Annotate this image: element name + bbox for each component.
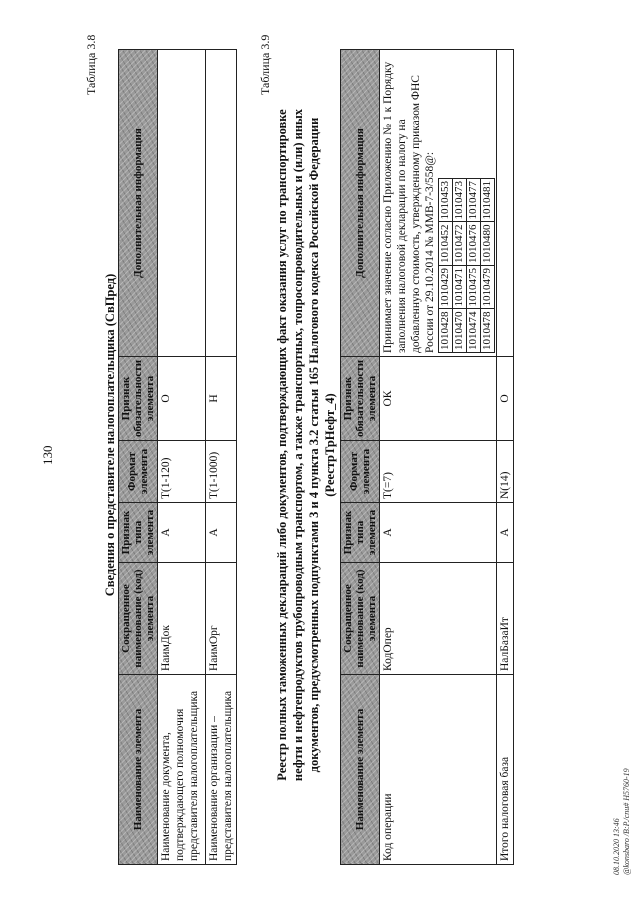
header-cell: Признак типа элемента [341, 503, 380, 563]
code-cell: 1010428 [439, 309, 453, 353]
table-3-8 [118, 49, 237, 865]
table-cell: О [497, 357, 514, 441]
table-cell [206, 50, 237, 357]
table-cell: Н [206, 357, 237, 441]
table-cell: НаимОрг [206, 563, 237, 675]
code-cell: 1010453 [439, 179, 453, 223]
table-cell: Наименование организации – представителя налогоплательщика [206, 675, 237, 865]
header-cell: Признак обязательности элемента [341, 357, 380, 441]
table-cell: N(14) [497, 441, 514, 503]
table-cell: Итого налоговая база [497, 675, 514, 865]
table-cell: О [158, 357, 206, 441]
table-3-9 [340, 49, 514, 865]
table-3-9-title-line: Реестр полных таможенных деклараций либо документов, подтверждающих факт оказания услуг по транспортировке [275, 109, 289, 781]
table-cell: T(1-1000) [206, 441, 237, 503]
code-cell: 1010479 [481, 266, 495, 310]
header-cell: Наименование элемента [119, 675, 158, 865]
table-cell: КодОпер [380, 563, 497, 675]
code-cell: 1010473 [453, 179, 467, 223]
table-cell: НаимДок [158, 563, 206, 675]
footer-date: 08.10.2020 13:46 [612, 818, 621, 875]
table-3-9-title [274, 25, 338, 865]
code-cell: 1010481 [481, 179, 495, 223]
table-cell: А [206, 503, 237, 563]
code-cell: 1010480 [481, 222, 495, 266]
header-cell: Признак обязательности элемента [119, 357, 158, 441]
header-cell: Дополнительная информация [119, 50, 158, 357]
code-cell: 1010475 [467, 266, 481, 310]
code-cell: 1010476 [467, 222, 481, 266]
code-cell: 1010429 [439, 266, 453, 310]
code-cell: 1010478 [481, 309, 495, 353]
table-3-9-title-line: документов, предусмотренных подпунктами 3 и 4 пункта 3.2 статьи 165 Налогового кодекса Российской Федерации [307, 117, 321, 773]
table-cell: НалБазаИт [497, 563, 514, 675]
table-cell: Код операции [380, 675, 497, 865]
table-cell: ОК [380, 357, 497, 441]
code-cell: 1010471 [453, 266, 467, 310]
table-3-9-header-row [341, 50, 380, 865]
table-row [380, 50, 497, 865]
code-cell: 1010472 [453, 222, 467, 266]
page-number: 130 [40, 445, 55, 465]
table-cell [158, 50, 206, 357]
table-3-9-title-line: нефти и нефтепродуктов трубопроводным транспортом, а также транспортных, топросопроводительных и (или) иных [291, 108, 305, 782]
codes-row [467, 179, 481, 353]
code-cell: 1010452 [439, 222, 453, 266]
table-cell [497, 50, 514, 357]
header-cell: Сокращенное наименование (код) элемента [341, 563, 380, 675]
operation-codes-table [438, 178, 495, 353]
code-cell: 1010477 [467, 179, 481, 223]
table-cell: А [380, 503, 497, 563]
table-cell: T(=7) [380, 441, 497, 503]
table-3-8-label: Таблица 3.8 [84, 34, 98, 95]
table-row [206, 50, 237, 865]
table-cell-info [380, 50, 497, 357]
table-3-8-title: Сведения о представителе налогоплательщика (СвПред) [103, 273, 117, 597]
footer-reference: @konsbaro /B:P./cnu# H5760-19 [622, 768, 631, 875]
codes-row [481, 179, 495, 353]
header-cell: Сокращенное наименование (код) элемента [119, 563, 158, 675]
table-3-9-label: Таблица 3.9 [258, 34, 272, 95]
header-cell: Признак типа элемента [119, 503, 158, 563]
table-row [158, 50, 206, 865]
code-cell: 1010474 [467, 309, 481, 353]
header-cell: Формат элемента [119, 441, 158, 503]
table-cell: А [497, 503, 514, 563]
header-cell: Дополнительная информация [341, 50, 380, 357]
table-cell: Наименование документа, подтверждающего полномочия представителя налогоплательщика [158, 675, 206, 865]
table-cell: T(1-120) [158, 441, 206, 503]
table-row [497, 50, 514, 865]
code-cell: 1010470 [453, 309, 467, 353]
codes-row [453, 179, 467, 353]
footer-stamp [612, 768, 632, 875]
codes-row [439, 179, 453, 353]
info-text: Принимает значение согласно Приложению № 1 к Порядку заполнения налоговой декларации по налогу на добавленную стоимость, утвержденному приказом ФНС России от 29.10.2014 № ММВ-7-3/558@: [382, 61, 436, 353]
table-3-9-title-line: (РеестрТрНефт_4) [323, 393, 337, 497]
header-cell: Наименование элемента [341, 675, 380, 865]
header-cell: Формат элемента [341, 441, 380, 503]
table-cell: А [158, 503, 206, 563]
table-3-8-header-row [119, 50, 158, 865]
